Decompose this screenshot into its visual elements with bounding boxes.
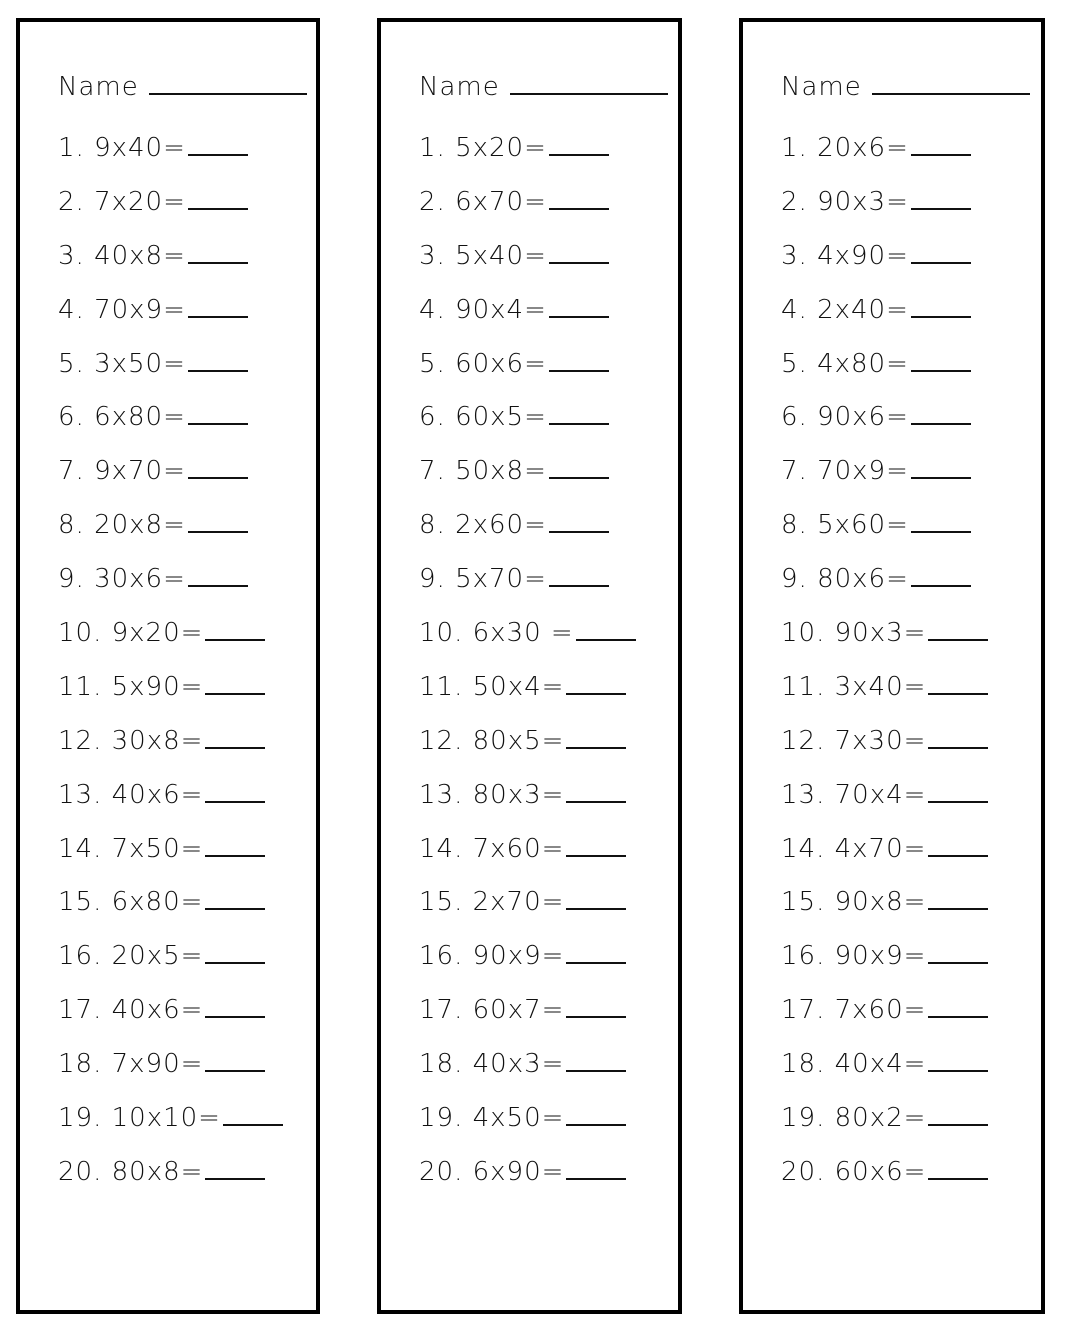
answer-blank bbox=[928, 944, 988, 964]
answer-blank bbox=[928, 890, 988, 910]
problem-text: 1. 20x6= bbox=[781, 133, 909, 163]
problem-text: 12. 80x5= bbox=[419, 725, 565, 756]
problem-text: 19. 4x50= bbox=[419, 1103, 565, 1134]
answer-blank bbox=[911, 459, 971, 479]
problem-text: 1. 9x40= bbox=[58, 133, 186, 163]
problem-item bbox=[781, 1096, 988, 1150]
problem-text: 12. 30x8= bbox=[58, 725, 204, 756]
problem-item bbox=[419, 611, 636, 665]
problem-text: 6. 90x6= bbox=[781, 402, 909, 433]
answer-blank bbox=[205, 675, 265, 695]
problem-item bbox=[419, 126, 636, 180]
answer-blank bbox=[205, 998, 265, 1018]
problem-item bbox=[781, 773, 988, 827]
name-blank bbox=[872, 73, 1030, 95]
answer-blank bbox=[566, 729, 626, 749]
answer-blank bbox=[928, 1160, 988, 1180]
answer-blank bbox=[549, 244, 609, 264]
problem-list bbox=[781, 126, 988, 1204]
problem-text: 20. 6x90= bbox=[419, 1156, 565, 1187]
problem-text: 3. 40x8= bbox=[58, 240, 186, 271]
problem-item bbox=[419, 503, 636, 557]
problem-text: 13. 80x3= bbox=[419, 779, 565, 810]
problem-text: 2. 7x20= bbox=[58, 186, 186, 217]
problem-item bbox=[781, 719, 988, 773]
answer-blank bbox=[205, 729, 265, 749]
problem-item bbox=[419, 395, 636, 449]
answer-blank bbox=[566, 783, 626, 803]
problem-item bbox=[58, 665, 283, 719]
problem-item bbox=[419, 342, 636, 396]
answer-blank bbox=[928, 729, 988, 749]
problem-item bbox=[781, 449, 988, 503]
problem-text: 4. 70x9= bbox=[58, 294, 186, 325]
problem-item bbox=[58, 880, 283, 934]
answer-blank bbox=[928, 1106, 988, 1126]
answer-blank bbox=[205, 783, 265, 803]
problem-item bbox=[781, 234, 988, 288]
problem-item bbox=[419, 934, 636, 988]
problem-text: 17. 60x7= bbox=[419, 995, 565, 1026]
name-blank bbox=[149, 73, 307, 95]
problem-item bbox=[58, 719, 283, 773]
problem-text: 8. 20x8= bbox=[58, 510, 186, 541]
problem-text: 1. 5x20= bbox=[419, 133, 547, 163]
problem-text: 11. 3x40= bbox=[781, 671, 927, 702]
problem-text: 14. 7x50= bbox=[58, 833, 204, 864]
answer-blank bbox=[205, 837, 265, 857]
problem-item bbox=[419, 773, 636, 827]
problem-text: 12. 7x30= bbox=[781, 725, 927, 756]
name-row bbox=[58, 72, 307, 102]
problem-text: 7. 70x9= bbox=[781, 456, 909, 487]
problem-text: 18. 7x90= bbox=[58, 1049, 204, 1080]
answer-blank bbox=[911, 352, 971, 372]
name-row bbox=[781, 72, 1030, 102]
problem-item bbox=[781, 395, 988, 449]
problem-item bbox=[419, 988, 636, 1042]
answer-blank bbox=[549, 405, 609, 425]
answer-blank bbox=[223, 1106, 283, 1126]
problem-text: 19. 80x2= bbox=[781, 1103, 927, 1134]
problem-text: 5. 4x80= bbox=[781, 348, 909, 379]
problem-item bbox=[419, 449, 636, 503]
answer-blank bbox=[188, 513, 248, 533]
answer-blank bbox=[188, 190, 248, 210]
problem-item bbox=[58, 449, 283, 503]
problem-item bbox=[781, 827, 988, 881]
answer-blank bbox=[928, 837, 988, 857]
answer-blank bbox=[566, 944, 626, 964]
problem-item bbox=[419, 557, 636, 611]
answer-blank bbox=[928, 998, 988, 1018]
name-label: Name bbox=[419, 72, 500, 102]
problem-text: 17. 40x6= bbox=[58, 995, 204, 1026]
answer-blank bbox=[928, 675, 988, 695]
problem-text: 18. 40x4= bbox=[781, 1049, 927, 1080]
answer-blank bbox=[911, 298, 971, 318]
answer-blank bbox=[911, 567, 971, 587]
answer-blank bbox=[205, 890, 265, 910]
problem-text: 20. 60x6= bbox=[781, 1156, 927, 1187]
answer-blank bbox=[911, 513, 971, 533]
answer-blank bbox=[549, 567, 609, 587]
answer-blank bbox=[205, 944, 265, 964]
problem-text: 13. 40x6= bbox=[58, 779, 204, 810]
problem-item bbox=[781, 934, 988, 988]
worksheet-card-1 bbox=[16, 18, 320, 1314]
answer-blank bbox=[928, 783, 988, 803]
problem-item bbox=[781, 557, 988, 611]
answer-blank bbox=[188, 405, 248, 425]
answer-blank bbox=[188, 136, 248, 156]
problem-item bbox=[419, 719, 636, 773]
problem-list bbox=[419, 126, 636, 1204]
answer-blank bbox=[188, 352, 248, 372]
problem-text: 9. 5x70= bbox=[419, 564, 547, 595]
answer-blank bbox=[549, 298, 609, 318]
problem-item bbox=[419, 827, 636, 881]
problem-item bbox=[58, 1042, 283, 1096]
problem-item bbox=[781, 1150, 988, 1204]
problem-text: 17. 7x60= bbox=[781, 995, 927, 1026]
answer-blank bbox=[911, 136, 971, 156]
problem-text: 19. 10x10= bbox=[58, 1103, 221, 1134]
problem-item bbox=[419, 234, 636, 288]
answer-blank bbox=[549, 513, 609, 533]
answer-blank bbox=[205, 621, 265, 641]
problem-item bbox=[58, 234, 283, 288]
problem-item bbox=[58, 1150, 283, 1204]
problem-text: 10. 9x20= bbox=[58, 618, 204, 649]
problem-item bbox=[58, 126, 283, 180]
problem-item bbox=[58, 503, 283, 557]
problem-text: 4. 2x40= bbox=[781, 294, 909, 325]
answer-blank bbox=[549, 459, 609, 479]
answer-blank bbox=[188, 244, 248, 264]
answer-blank bbox=[566, 890, 626, 910]
problem-item bbox=[781, 611, 988, 665]
name-label: Name bbox=[781, 72, 862, 102]
answer-blank bbox=[576, 621, 636, 641]
answer-blank bbox=[549, 352, 609, 372]
problem-text: 11. 50x4= bbox=[419, 671, 565, 702]
name-blank bbox=[510, 73, 668, 95]
problem-item bbox=[58, 288, 283, 342]
problem-text: 3. 4x90= bbox=[781, 240, 909, 271]
answer-blank bbox=[928, 621, 988, 641]
problem-item bbox=[781, 342, 988, 396]
problem-list bbox=[58, 126, 283, 1204]
problem-item bbox=[781, 288, 988, 342]
problem-text: 2. 90x3= bbox=[781, 186, 909, 217]
answer-blank bbox=[566, 998, 626, 1018]
problem-item bbox=[419, 1096, 636, 1150]
problem-item bbox=[781, 665, 988, 719]
problem-text: 10. 6x30 = bbox=[419, 618, 574, 649]
problem-item bbox=[58, 342, 283, 396]
problem-text: 5. 60x6= bbox=[419, 348, 547, 379]
answer-blank bbox=[188, 298, 248, 318]
problem-item bbox=[781, 988, 988, 1042]
problem-text: 2. 6x70= bbox=[419, 186, 547, 217]
problem-text: 16. 90x9= bbox=[419, 941, 565, 972]
answer-blank bbox=[205, 1052, 265, 1072]
problem-item bbox=[419, 880, 636, 934]
answer-blank bbox=[928, 1052, 988, 1072]
answer-blank bbox=[566, 1160, 626, 1180]
answer-blank bbox=[188, 567, 248, 587]
problem-item bbox=[58, 1096, 283, 1150]
answer-blank bbox=[911, 405, 971, 425]
problem-item bbox=[58, 557, 283, 611]
problem-text: 6. 6x80= bbox=[58, 402, 186, 433]
problem-item bbox=[58, 611, 283, 665]
problem-item bbox=[58, 827, 283, 881]
problem-text: 14. 7x60= bbox=[419, 833, 565, 864]
problem-item bbox=[781, 880, 988, 934]
answer-blank bbox=[566, 1052, 626, 1072]
problem-item bbox=[781, 126, 988, 180]
name-row bbox=[419, 72, 668, 102]
problem-text: 13. 70x4= bbox=[781, 779, 927, 810]
problem-text: 8. 2x60= bbox=[419, 510, 547, 541]
answer-blank bbox=[566, 1106, 626, 1126]
problem-text: 6. 60x5= bbox=[419, 402, 547, 433]
problem-text: 11. 5x90= bbox=[58, 671, 204, 702]
answer-blank bbox=[911, 244, 971, 264]
problem-text: 7. 50x8= bbox=[419, 456, 547, 487]
problem-item bbox=[58, 180, 283, 234]
problem-item bbox=[781, 180, 988, 234]
problem-text: 18. 40x3= bbox=[419, 1049, 565, 1080]
problem-text: 15. 90x8= bbox=[781, 887, 927, 918]
problem-text: 14. 4x70= bbox=[781, 833, 927, 864]
worksheet-card-3 bbox=[739, 18, 1045, 1314]
problem-text: 15. 6x80= bbox=[58, 887, 204, 918]
problem-item bbox=[58, 988, 283, 1042]
problem-text: 20. 80x8= bbox=[58, 1156, 204, 1187]
problem-item bbox=[419, 1150, 636, 1204]
problem-item bbox=[419, 665, 636, 719]
answer-blank bbox=[566, 837, 626, 857]
problem-text: 15. 2x70= bbox=[419, 887, 565, 918]
problem-text: 16. 90x9= bbox=[781, 941, 927, 972]
problem-text: 3. 5x40= bbox=[419, 240, 547, 271]
problem-item bbox=[781, 503, 988, 557]
worksheet-card-2 bbox=[377, 18, 682, 1314]
problem-item bbox=[58, 395, 283, 449]
answer-blank bbox=[549, 136, 609, 156]
problem-item bbox=[419, 288, 636, 342]
problem-text: 5. 3x50= bbox=[58, 348, 186, 379]
problem-text: 9. 80x6= bbox=[781, 564, 909, 595]
problem-text: 10. 90x3= bbox=[781, 618, 927, 649]
problem-item bbox=[58, 773, 283, 827]
name-label: Name bbox=[58, 72, 139, 102]
answer-blank bbox=[911, 190, 971, 210]
answer-blank bbox=[188, 459, 248, 479]
answer-blank bbox=[549, 190, 609, 210]
problem-text: 9. 30x6= bbox=[58, 564, 186, 595]
problem-item bbox=[781, 1042, 988, 1096]
problem-item bbox=[58, 934, 283, 988]
problem-text: 7. 9x70= bbox=[58, 456, 186, 487]
problem-text: 8. 5x60= bbox=[781, 510, 909, 541]
problem-text: 4. 90x4= bbox=[419, 294, 547, 325]
answer-blank bbox=[566, 675, 626, 695]
problem-item bbox=[419, 180, 636, 234]
answer-blank bbox=[205, 1160, 265, 1180]
problem-item bbox=[419, 1042, 636, 1096]
problem-text: 16. 20x5= bbox=[58, 941, 204, 972]
